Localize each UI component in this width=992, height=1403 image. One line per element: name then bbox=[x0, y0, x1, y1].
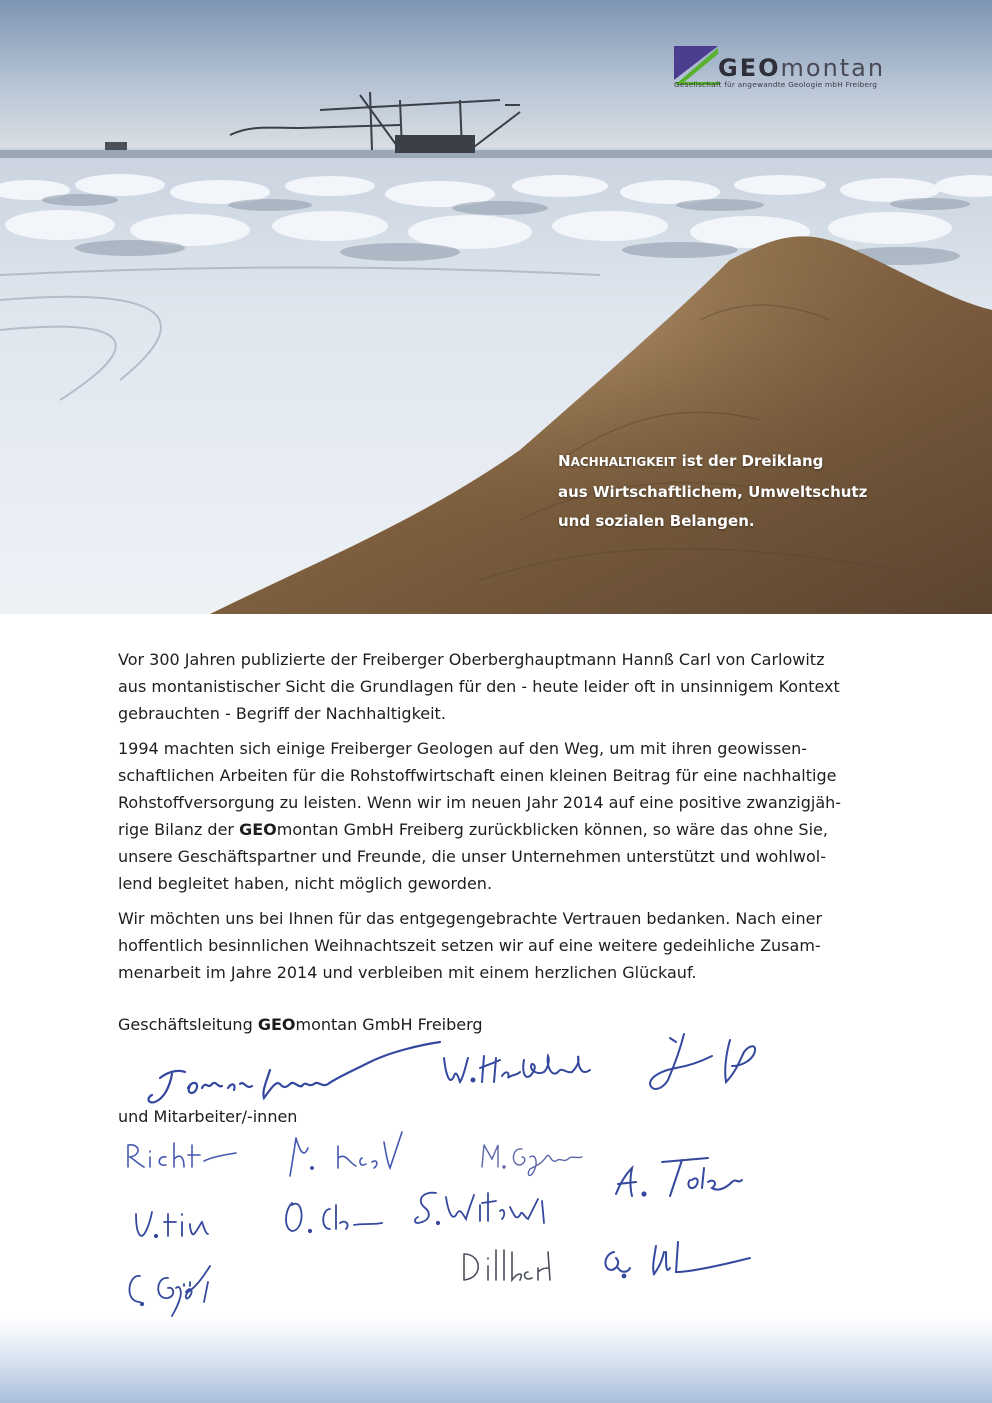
signature-image bbox=[410, 1185, 560, 1235]
text-line: hoffentlich besinnlichen Weihnachtszeit setzen wir auf eine weitere gedeihliche Zusam- bbox=[118, 936, 821, 955]
text-line: schaftlichen Arbeiten für die Rohstoffwirtschaft einen kleinen Beitrag für eine nachhaltige bbox=[118, 766, 837, 785]
signature-image bbox=[440, 1046, 600, 1096]
signature-image bbox=[640, 1030, 770, 1100]
geomontan-logo bbox=[674, 46, 914, 96]
company-name-bold: GEO bbox=[257, 1015, 296, 1034]
management-signoff: Geschäftsleitung GEOmontan GmbH Freiberg bbox=[118, 1015, 483, 1034]
signature-image bbox=[140, 1040, 450, 1110]
quote-line-1: NACHHALTIGKEIT ist der Dreiklang bbox=[558, 452, 824, 470]
staff-signoff: und Mitarbeiter/-innen bbox=[118, 1107, 298, 1126]
signature-image bbox=[280, 1195, 390, 1240]
signature-image bbox=[478, 1135, 588, 1180]
company-name-bold: GEO bbox=[239, 820, 277, 839]
logo-wordmark: GEOmontan bbox=[718, 54, 886, 82]
hero-photo bbox=[0, 0, 992, 614]
signature-image bbox=[120, 1262, 230, 1317]
footer-gradient-band bbox=[0, 1318, 992, 1403]
signature-image bbox=[600, 1238, 760, 1288]
logo-tagline: Gesellschaft für angewandte Geologie mbH Freiberg bbox=[674, 80, 878, 89]
text-line: unsere Geschäftspartner und Freunde, die unser Unternehmen unterstützt und wohlwol- bbox=[118, 847, 826, 866]
text-line: 1994 machten sich einige Freiberger Geologen auf den Weg, um mit ihren geowissen- bbox=[118, 739, 808, 758]
letter-body bbox=[118, 646, 878, 994]
signature-image bbox=[458, 1244, 558, 1289]
text-line: rige Bilanz der GEOmontan GmbH Freiberg zurückblicken können, so wäre das ohne Sie, bbox=[118, 820, 828, 839]
signature-image bbox=[286, 1128, 406, 1183]
signature-image bbox=[122, 1135, 242, 1175]
quote-line-3: und sozialen Belangen. bbox=[558, 512, 755, 530]
text-line: aus montanistischer Sicht die Grundlagen für den - heute leider oft in unsinnigem Kontext bbox=[118, 677, 840, 696]
paragraph-2 bbox=[118, 735, 878, 897]
signature-image bbox=[608, 1148, 748, 1203]
hero-quote bbox=[558, 447, 918, 537]
text-line: menarbeit im Jahre 2014 und verbleiben mit einem herzlichen Glückauf. bbox=[118, 963, 697, 982]
text-line: gebrauchten - Begriff der Nachhaltigkeit. bbox=[118, 704, 446, 723]
quote-line-2: aus Wirtschaftlichem, Umweltschutz bbox=[558, 482, 868, 501]
text-line: Rohstoffversorgung zu leisten. Wenn wir im neuen Jahr 2014 auf eine positive zwanzigjäh- bbox=[118, 793, 842, 812]
signature-image bbox=[128, 1200, 218, 1245]
paragraph-1 bbox=[118, 646, 878, 727]
paragraph-3 bbox=[118, 905, 878, 986]
text-line: Vor 300 Jahren publizierte der Freiberger Oberberghauptmann Hannß Carl von Carlowitz bbox=[118, 650, 825, 669]
text-line: lend begleitet haben, nicht möglich geworden. bbox=[118, 874, 493, 893]
text-line: Wir möchten uns bei Ihnen für das entgegengebrachte Vertrauen bedanken. Nach einer bbox=[118, 909, 823, 928]
